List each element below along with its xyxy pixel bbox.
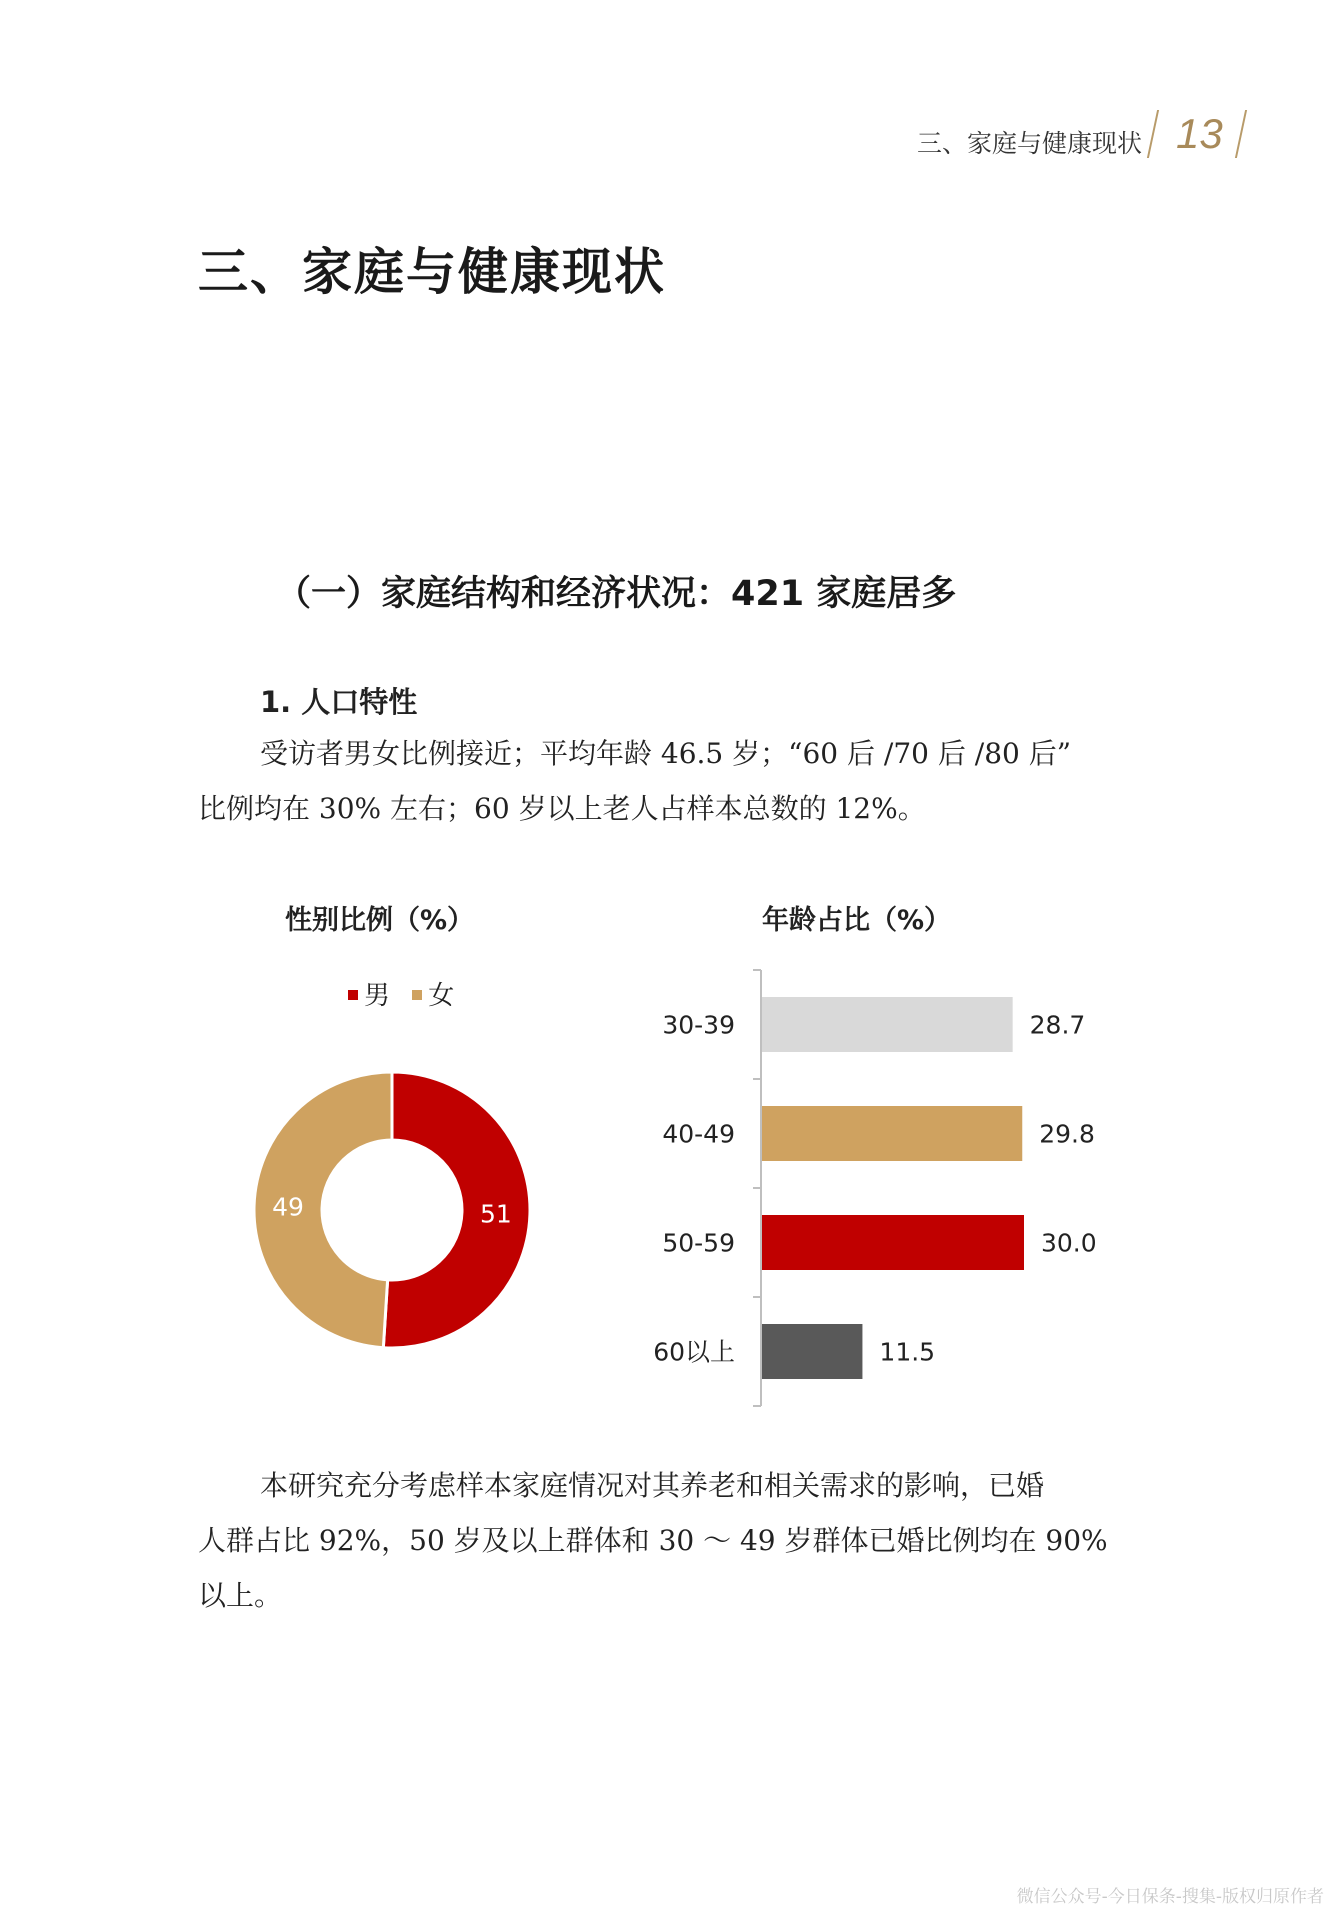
age-bar-40-49 [762, 1106, 1022, 1161]
paragraph-line: 受访者男女比例接近；平均年龄 46.5 岁；“60 后 /70 后 /80 后” [260, 737, 1072, 770]
age-bar-50-59 [762, 1215, 1024, 1270]
running-header-title: 三、家庭与健康现状 [916, 129, 1142, 158]
paragraph-line: 以上。 [198, 1579, 283, 1612]
paragraph-line: 人群占比 92%，50 岁及以上群体和 30 ～ 49 岁群体已婚比例均在 90% [198, 1524, 1108, 1557]
subsection-title: 1. 人口特性 [260, 685, 418, 719]
age-chart-title: 年龄占比（%） [762, 905, 952, 936]
donut-slice-label: 51 [480, 1199, 512, 1229]
bar-value-label: 11.5 [879, 1337, 936, 1367]
bar-value-label: 28.7 [1029, 1010, 1086, 1040]
legend-label-female: 女 [428, 981, 455, 1011]
age-bar-60以上 [762, 1324, 862, 1379]
paragraph-marriage [198, 1458, 1148, 1623]
bar-value-label: 30.0 [1041, 1228, 1097, 1258]
age-bar-30-39 [762, 997, 1013, 1052]
bar-value-label: 29.8 [1039, 1119, 1095, 1149]
bar-category-label: 60以上 [653, 1337, 735, 1367]
chapter-title: 三、家庭与健康现状 [198, 243, 666, 301]
section-title: （一）家庭结构和经济状况：421 家庭居多 [276, 574, 957, 614]
paragraph-line: 本研究充分考虑样本家庭情况对其养老和相关需求的影响，已婚 [260, 1469, 1045, 1502]
gender-chart-title: 性别比例（%） [285, 905, 475, 936]
legend-label-male: 男 [364, 981, 391, 1011]
bar-category-label: 30-39 [662, 1010, 735, 1040]
donut-slice-label: 49 [272, 1192, 304, 1222]
page-number: 13 [1176, 110, 1223, 157]
bar-category-label: 50-59 [662, 1228, 735, 1258]
paragraph-line: 比例均在 30% 左右；60 岁以上老人占样本总数的 12%。 [198, 792, 926, 825]
bar-category-label: 40-49 [662, 1119, 735, 1149]
watermark: 微信公众号-今日保条-搜集-版权归原作者 [1016, 1887, 1324, 1907]
